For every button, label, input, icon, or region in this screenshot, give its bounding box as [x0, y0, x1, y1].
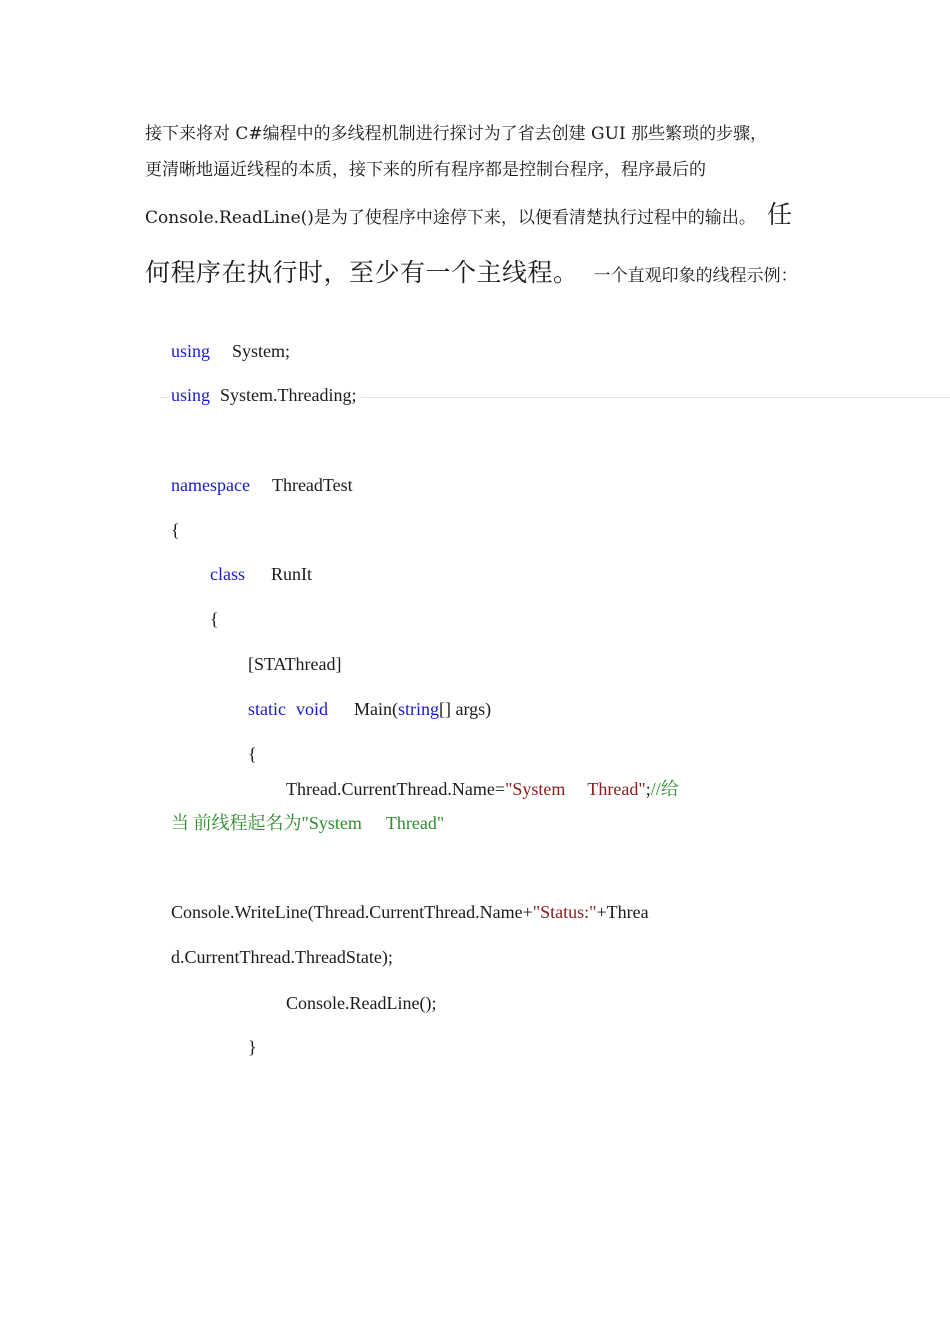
code-line-using-threading [171, 386, 361, 404]
code-brace-open-3: { [248, 744, 257, 764]
code-line-class [210, 565, 312, 583]
code-text: ; [645, 779, 651, 799]
code-text: +Threa [596, 902, 649, 922]
code-line-writeline [171, 903, 649, 921]
code-keyword: using [171, 385, 211, 405]
code-comment: Thread" [385, 813, 445, 833]
code-string: Thread" [587, 779, 646, 799]
intro-line-3-text: Console.ReadLine()是为了使程序中途停下来，以便看清楚执行过程中的输出。 [145, 208, 756, 228]
code-line-attribute: [STAThread] [248, 654, 342, 674]
code-string: "System [505, 779, 566, 799]
code-text: [] args) [439, 699, 492, 719]
code-text: System; [232, 341, 291, 361]
code-keyword: using [171, 341, 211, 361]
code-text: RunIt [271, 564, 313, 584]
code-text: Console.WriteLine(Thread.CurrentThread.Name+ [171, 902, 533, 922]
code-text: Thread.CurrentThread.Name= [286, 779, 506, 799]
code-comment: //给 [650, 779, 679, 799]
code-line-comment-continuation [171, 814, 444, 832]
code-string: "Status:" [532, 902, 597, 922]
code-keyword: string [398, 699, 440, 719]
code-brace-close-3: } [248, 1037, 257, 1057]
intro-line-4-small: 一个直观印象的线程示例： [593, 266, 798, 286]
intro-line-4 [145, 260, 798, 285]
code-keyword: void [296, 699, 329, 719]
code-line-assign [286, 780, 679, 798]
code-text: ThreadTest [271, 475, 353, 495]
intro-line-3 [145, 202, 793, 227]
intro-line-4-big: 何程序在执行时，至少有一个主线程。 [145, 258, 579, 287]
code-text: System.Threading; [220, 385, 357, 405]
code-line-namespace [171, 476, 353, 494]
intro-line-2: 更清晰地逼近线程的本质，接下来的所有程序都是控制台程序，程序最后的 [145, 160, 706, 180]
code-line-using-system [171, 342, 290, 360]
intro-line-1: 接下来将对 C#编程中的多线程机制进行探讨为了省去创建 GUI 那些繁琐的步骤， [145, 124, 768, 144]
code-keyword: namespace [171, 475, 250, 495]
code-brace-open-2: { [210, 609, 219, 629]
code-text: Main( [354, 699, 399, 719]
code-line-main [248, 700, 491, 718]
code-brace-open-1: { [171, 520, 180, 540]
intro-line-3-big: 任 [767, 200, 793, 229]
code-keyword: class [210, 564, 245, 584]
code-line-readline: Console.ReadLine(); [286, 993, 437, 1013]
code-keyword: static [248, 699, 286, 719]
code-comment: 当 前线程起名为"System [171, 813, 362, 833]
code-line-writeline-wrap: d.CurrentThread.ThreadState); [171, 947, 393, 967]
